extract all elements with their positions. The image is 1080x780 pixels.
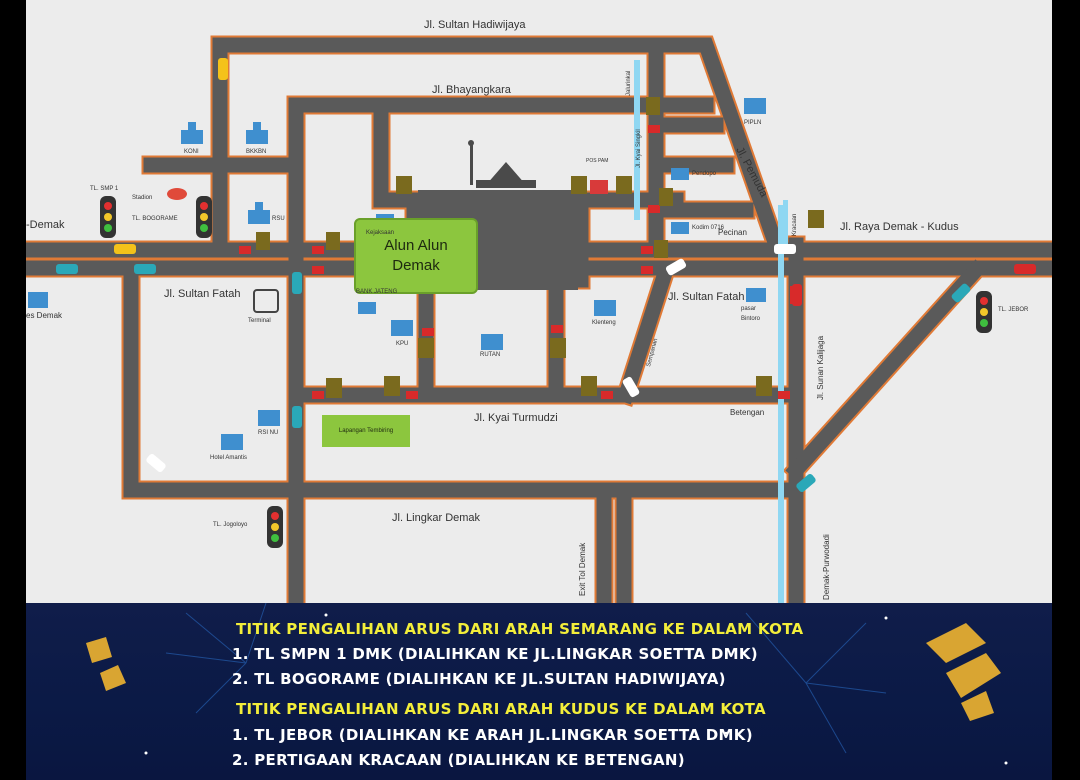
tl-jebor-label: TL. JEBOR <box>998 307 1029 313</box>
street-label-kracaan: Kracaan <box>792 213 798 236</box>
tl-bogorame-traffic-light-icon <box>196 196 212 238</box>
bkkbn-building-icon <box>246 122 268 144</box>
bus-terminal-icon <box>254 290 278 312</box>
pos-pam-icon <box>590 180 608 194</box>
street-label-demak-left: -Demak <box>26 219 65 231</box>
street-label-bhayangkara: Jl. Bhayangkara <box>432 84 511 96</box>
koni-building-icon <box>181 122 203 144</box>
street-label-pemuda: Jl. Pemuda <box>733 145 770 200</box>
kpu-label: KPU <box>396 341 409 347</box>
street-label-raya-demak-kudus: Jl. Raya Demak - Kudus <box>840 221 959 233</box>
pasar-building-icon <box>746 288 766 302</box>
rsi-nu-label: RSI NU <box>258 430 279 436</box>
kodim-label: Kodim 0716 <box>692 225 725 231</box>
road-network <box>26 0 1052 603</box>
terminal-label: Terminal <box>248 318 271 324</box>
es-demak-label: es Demak <box>26 311 63 320</box>
stadion-icon <box>167 188 187 200</box>
rsu-label: RSU <box>272 216 285 222</box>
roads <box>26 45 1052 603</box>
kejaksaan-label: Kejaksaan <box>366 230 395 236</box>
street-label-demak-purwodadi: Demak-Purwodadi <box>822 534 831 600</box>
traffic-diversion-map <box>26 0 1052 603</box>
heading-kudus: TITIK PENGALIHAN ARUS DARI ARAH KUDUS KE DALAM KOTA <box>236 700 766 718</box>
alun-alun-label-1: Alun Alun <box>384 237 448 254</box>
pasar-label-2: Bintoro <box>741 316 761 322</box>
street-label-sultan-fatah-right: Jl. Sultan Fatah <box>668 291 745 303</box>
hotel-building-icon <box>221 434 243 450</box>
rutan-building-icon <box>481 334 503 350</box>
street-label-kyai-singkil: Jl. Kyai Singkil <box>636 129 642 168</box>
bank-jateng-building-icon <box>358 302 376 314</box>
kpu-building-icon <box>391 320 413 336</box>
tl-jogoloyo-label: TL. Jogoloyo <box>213 522 248 528</box>
pos-pam-label: POS PAM <box>586 158 609 164</box>
stadion-label: Stadion <box>132 195 153 201</box>
rsi-nu-building-icon <box>258 410 280 426</box>
street-label-exit-tol: Exit Tol Demak <box>578 542 587 596</box>
bank-jateng-label: BANK JATENG <box>356 289 398 295</box>
street-label-sunan-kalijaga: Jl. Sunan Kalijaga <box>816 335 825 400</box>
koni-label: KONI <box>184 149 199 155</box>
lapangan-label: Lapangan Tembiring <box>338 428 394 434</box>
heading-semarang: TITIK PENGALIHAN ARUS DARI ARAH SEMARANG KE DALAM KOTA <box>236 620 804 638</box>
klenteng-label: Klenteng <box>592 320 616 326</box>
kodim-building-icon <box>671 222 689 234</box>
item-semarang-1: 1. TL SMPN 1 DMK (DIALIHKAN KE JL.LINGKAR SOETTA DMK) <box>232 645 758 663</box>
road-edges <box>26 45 1052 603</box>
street-label-lingkar-demak: Jl. Lingkar Demak <box>392 512 481 524</box>
hotel-label: Hotel Amantis <box>210 455 248 461</box>
alun-alun-label-2: Demak <box>392 257 440 274</box>
street-label-sultan-fatah-left: Jl. Sultan Fatah <box>164 288 241 300</box>
es-demak-building-icon <box>28 292 48 308</box>
mosque-icon <box>468 140 536 188</box>
street-label-betengan: Betengan <box>730 408 765 417</box>
street-label-kyai-turmudzi: Jl. Kyai Turmudzi <box>474 412 558 424</box>
tl-jebor-traffic-light-icon <box>976 291 992 333</box>
rutan-label: RUTAN <box>480 352 501 358</box>
lapangan-tembiring <box>322 415 410 447</box>
pasar-label-1: pasar <box>741 306 757 312</box>
street-label-pecinan: Pecinan <box>718 228 747 237</box>
tl-jogoloyo-traffic-light-icon <box>267 506 283 548</box>
rsu-building-icon <box>248 202 270 224</box>
item-semarang-2: 2. TL BOGORAME (DIALIHKAN KE JL.SULTAN HADIWIJAYA) <box>232 670 726 688</box>
tl-smp1-traffic-light-icon <box>100 196 116 238</box>
street-label-jalurinkal: Jalurinkal <box>626 70 632 96</box>
item-kudus-1: 1. TL JEBOR (DIALIHKAN KE ARAH JL.LINGKAR SOETTA DMK) <box>232 726 753 744</box>
street-label-sempanan: Sempanan <box>646 337 660 368</box>
pendopo-building-icon <box>671 168 689 180</box>
pipln-label: PIPLN <box>744 120 762 126</box>
diversion-info-panel <box>26 603 1052 780</box>
tl-smp1-label: TL. SMP 1 <box>90 186 119 192</box>
klenteng-building-icon <box>594 300 616 316</box>
pendopo-label: Pendopo <box>692 171 717 177</box>
bkkbn-label: BKKBN <box>246 149 267 155</box>
tl-bogorame-label: TL. BOGORAME <box>132 216 178 222</box>
pipln-building-icon <box>744 98 766 114</box>
street-label-sultan-hadiwijaya: Jl. Sultan Hadiwijaya <box>424 19 526 31</box>
item-kudus-2: 2. PERTIGAAN KRACAAN (DIALIHKAN KE BETENGAN) <box>232 751 685 769</box>
